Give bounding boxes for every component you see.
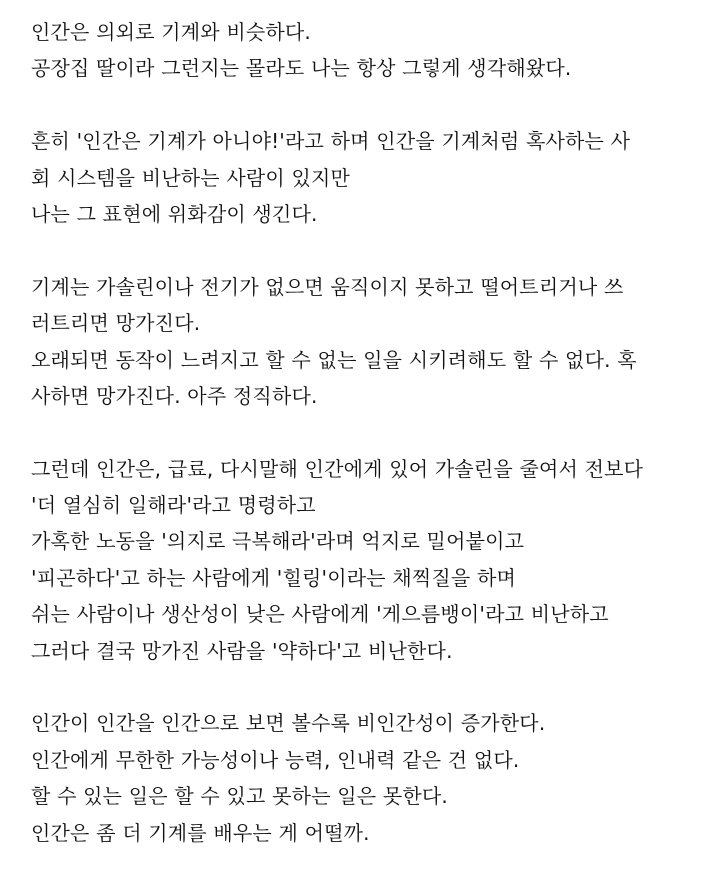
- text-line: 인간은 의외로 기계와 비슷하다.: [31, 20, 311, 44]
- paragraph-2: [31, 123, 711, 232]
- text-line: 나는 그 표현에 위화감이 생긴다.: [31, 201, 318, 226]
- text-line: 가혹한 노동을 '의지로 극복해라'라며 억지로 밀어붙이고: [31, 529, 525, 554]
- text-line: 인간에게 무한한 가능성이나 능력, 인내력 같은 건 없다.: [31, 747, 520, 772]
- paragraph-3: [31, 269, 711, 415]
- text-line: 흔히 '인간은 기계가 아니야!'라고 하며 인간을 기계처럼 혹사하는 사: [31, 129, 631, 154]
- text-line: 회 시스템을 비난하는 사람이 있지만: [31, 165, 351, 190]
- text-line: 오래되면 동작이 느려지고 할 수 없는 일을 시키려해도 할 수 없다. 혹: [31, 347, 637, 372]
- text-line: 사하면 망가진다. 아주 정직하다.: [31, 383, 318, 408]
- text-line: 그런데 인간은, 급료, 다시말해 인간에게 있어 가솔린을 줄여서 전보다: [31, 456, 644, 481]
- paragraph-1: [31, 14, 711, 87]
- paragraph-5: [31, 705, 711, 851]
- paragraph-spacer: [31, 232, 711, 268]
- paragraph-spacer: [31, 669, 711, 705]
- essay-text: [31, 14, 711, 851]
- text-line: 그러다 결국 망가진 사람을 '약하다'고 비난한다.: [31, 638, 453, 663]
- text-line: '피곤하다'고 하는 사람에게 '힐링'이라는 채찍질을 하며: [31, 565, 517, 590]
- text-line: 기계는 가솔린이나 전기가 없으면 움직이지 못하고 떨어트리거나 쓰: [31, 274, 624, 299]
- paragraph-spacer: [31, 87, 711, 123]
- paragraph-spacer: [31, 414, 711, 450]
- text-line: 인간은 좀 더 기계를 배우는 게 어떨까.: [31, 820, 370, 845]
- text-line: 할 수 있는 일은 할 수 있고 못하는 일은 못한다.: [31, 784, 448, 809]
- text-line: 러트리면 망가진다.: [31, 311, 201, 336]
- text-line: 쉬는 사람이나 생산성이 낮은 사람에게 '게으름뱅이'라고 비난하고: [31, 602, 609, 627]
- text-line: '더 열심히 일해라'라고 명령하고: [31, 493, 316, 518]
- text-line: 공장집 딸이라 그런지는 몰라도 나는 항상 그렇게 생각해왔다.: [31, 56, 572, 81]
- paragraph-4: [31, 451, 711, 669]
- text-line: 인간이 인간을 인간으로 보면 볼수록 비인간성이 증가한다.: [31, 711, 546, 736]
